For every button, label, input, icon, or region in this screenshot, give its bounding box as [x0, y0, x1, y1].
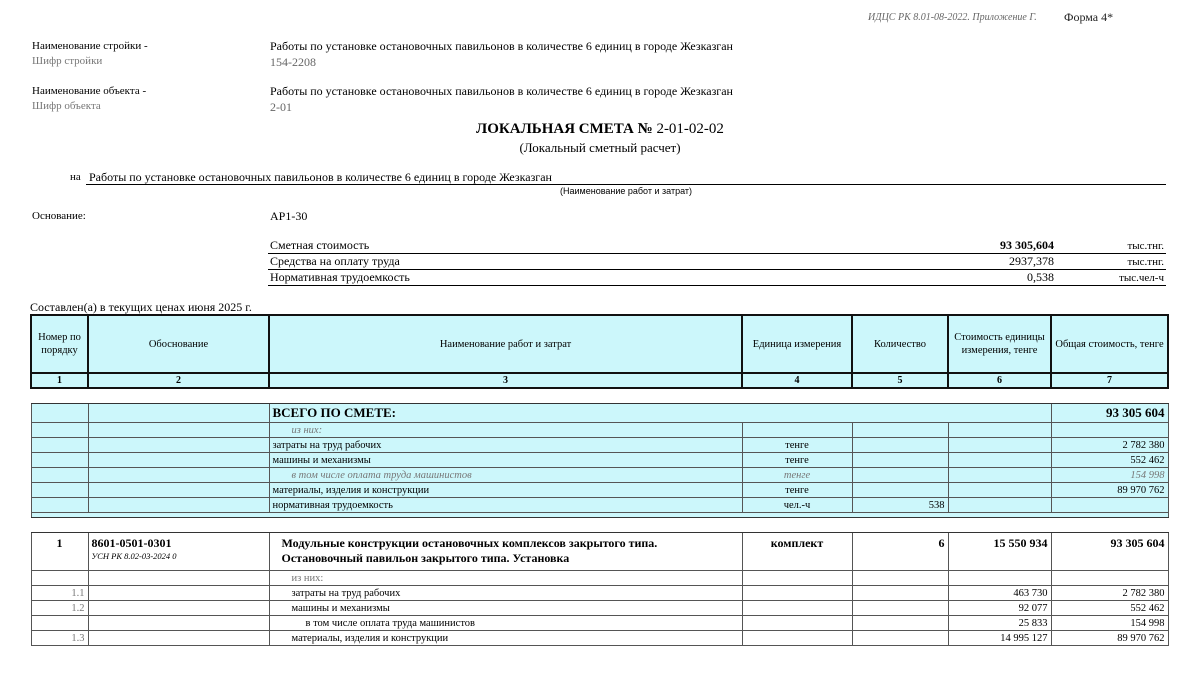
item-name-line2: Остановочный павильон закрытого типа. Установка: [281, 551, 570, 565]
shifr-object-label: Шифр объекта: [32, 100, 101, 112]
item-qty: 6: [852, 533, 948, 571]
breakdown-row: [31, 586, 1168, 601]
summary-total: 552 462: [1051, 453, 1168, 468]
breakdown-row: [31, 601, 1168, 616]
table-cell: [742, 601, 852, 616]
table-cell: [742, 616, 852, 631]
col-header-total: Общая стоимость, тенге: [1051, 315, 1168, 373]
breakdown-row: [31, 616, 1168, 631]
cost-unit: тыс.тнг.: [1056, 238, 1166, 254]
cost-value: 2937,378: [892, 254, 1056, 270]
summary-name: материалы, изделия и конструкции: [269, 483, 742, 498]
breakdown-total: 89 970 762: [1051, 631, 1168, 646]
estimate-title: [0, 121, 1200, 138]
col-number: 4: [742, 373, 852, 388]
breakdown-unit-price: 25 833: [948, 616, 1051, 631]
table-cell: [742, 586, 852, 601]
estimate-table: [30, 314, 1169, 646]
item-name-line1: Модульные конструкции остановочных комплексов закрытого типа.: [281, 536, 658, 550]
summary-qty: [852, 423, 948, 438]
table-cell: [852, 601, 948, 616]
summary-row: [31, 423, 1168, 438]
spacer-row: [31, 518, 1168, 533]
summary-total: 154 998: [1051, 468, 1168, 483]
col-number: 2: [88, 373, 269, 388]
summary-unit: [742, 423, 852, 438]
breakdown-unit-price: [948, 571, 1051, 586]
summary-row: [31, 483, 1168, 498]
breakdown-number: 1.2: [31, 601, 88, 616]
stroika-label: Наименование стройки -: [32, 40, 148, 52]
col-header-unit: Единица измерения: [742, 315, 852, 373]
table-cell: [852, 571, 948, 586]
table-cell: [88, 438, 269, 453]
total-row: [31, 404, 1168, 423]
spacer-cell: [31, 388, 1168, 404]
shifr-stroiki-value: 154-2208: [270, 55, 316, 69]
na-prefix: на: [70, 171, 81, 183]
estimate-number: 2-01-02-02: [656, 121, 724, 137]
breakdown-total: 552 462: [1051, 601, 1168, 616]
col-header-name: Наименование работ и затрат: [269, 315, 742, 373]
item-name-cell: [269, 533, 742, 571]
col-number: 1: [31, 373, 88, 388]
summary-unit: чел.-ч: [742, 498, 852, 513]
breakdown-total: 154 998: [1051, 616, 1168, 631]
cost-row: [268, 238, 1166, 254]
summary-name: нормативная трудоемкость: [269, 498, 742, 513]
item-total: 93 305 604: [1051, 533, 1168, 571]
table-cell: [742, 571, 852, 586]
col-number: 5: [852, 373, 948, 388]
breakdown-unit-price: 463 730: [948, 586, 1051, 601]
table-cell: [852, 616, 948, 631]
table-cell: [31, 453, 88, 468]
summary-row: [31, 498, 1168, 513]
table-cell: [88, 423, 269, 438]
table-cell: [31, 423, 88, 438]
cost-unit: тыс.тнг.: [1056, 254, 1166, 270]
breakdown-name: из них:: [269, 571, 742, 586]
table-header-row: [31, 315, 1168, 373]
table-cell: [88, 586, 269, 601]
item-unit: комплект: [742, 533, 852, 571]
table-cell: [31, 483, 88, 498]
item-number: 1: [31, 533, 88, 571]
summary-name: в том числе оплата труда машинистов: [269, 468, 742, 483]
breakdown-total: [1051, 571, 1168, 586]
shifr-stroiki-label: Шифр стройки: [32, 55, 103, 67]
breakdown-row: [31, 571, 1168, 586]
spacer-row: [31, 388, 1168, 404]
breakdown-unit-price: 14 995 127: [948, 631, 1051, 646]
cost-row: [268, 254, 1166, 270]
total-label: ВСЕГО ПО СМЕТЕ:: [269, 404, 1051, 423]
summary-qty: 538: [852, 498, 948, 513]
na-value: Работы по установке остановочных павильонов в количестве 6 единиц в городе Жезказган: [89, 170, 552, 184]
col-header-unit-price: Стоимость единицы измерения, тенге: [948, 315, 1051, 373]
cost-summary: [268, 238, 1166, 286]
cost-unit: тыс.чел-ч: [1056, 270, 1166, 286]
breakdown-unit-price: 92 077: [948, 601, 1051, 616]
col-number: 7: [1051, 373, 1168, 388]
breakdown-number: 1.3: [31, 631, 88, 646]
estimate-title-text: ЛОКАЛЬНАЯ СМЕТА №: [476, 121, 653, 137]
estimate-subtitle: (Локальный сметный расчет): [519, 140, 681, 155]
item-code-sub: УСН РК 8.02-03-2024 0: [91, 551, 177, 561]
table-cell: [88, 468, 269, 483]
summary-unit: тенге: [742, 468, 852, 483]
summary-total: 89 970 762: [1051, 483, 1168, 498]
summary-row: [31, 468, 1168, 483]
stroika-value: Работы по установке остановочных павильонов в количестве 6 единиц в городе Жезказган: [270, 39, 733, 53]
sostavlen-text: Составлен(а) в текущих ценах июня 2025 г.: [30, 300, 252, 314]
table-cell: [948, 468, 1051, 483]
table-cell: [88, 483, 269, 498]
na-underline: [86, 184, 1166, 185]
form-number: Форма 4*: [1064, 10, 1114, 24]
table-cell: [88, 498, 269, 513]
cost-label: Нормативная трудоемкость: [268, 270, 892, 286]
object-label: Наименование объекта -: [32, 85, 147, 97]
breakdown-name: материалы, изделия и конструкции: [269, 631, 742, 646]
table-cell: [948, 423, 1051, 438]
cost-row: [268, 270, 1166, 286]
summary-name: машины и механизмы: [269, 453, 742, 468]
summary-row: [31, 438, 1168, 453]
summary-unit: тенге: [742, 453, 852, 468]
breakdown-name: машины и механизмы: [269, 601, 742, 616]
table-cell: [948, 453, 1051, 468]
total-value: 93 305 604: [1051, 404, 1168, 423]
summary-qty: [852, 483, 948, 498]
table-cell: [88, 404, 269, 423]
col-header-quantity: Количество: [852, 315, 948, 373]
table-cell: [742, 631, 852, 646]
document-reference: ИДЦС РК 8.01-08-2022. Приложение Г.: [868, 12, 1037, 23]
breakdown-name: в том числе оплата труда машинистов: [269, 616, 742, 631]
table-cell: [88, 631, 269, 646]
item-row: [31, 533, 1168, 571]
na-caption: (Наименование работ и затрат): [560, 186, 692, 196]
table-cell: [31, 498, 88, 513]
osnovanie-label: Основание:: [32, 210, 86, 222]
col-number: 3: [269, 373, 742, 388]
breakdown-number: [31, 571, 88, 586]
summary-qty: [852, 438, 948, 453]
table-cell: [948, 498, 1051, 513]
item-code: 8601-0501-0301: [91, 536, 172, 550]
cost-value: 0,538: [892, 270, 1056, 286]
summary-name: из них:: [269, 423, 742, 438]
table-cell: [852, 586, 948, 601]
table-cell: [31, 438, 88, 453]
table-cell: [88, 571, 269, 586]
summary-row: [31, 453, 1168, 468]
column-number-row: [31, 373, 1168, 388]
object-value: Работы по установке остановочных павильонов в количестве 6 единиц в городе Жезказган: [270, 84, 733, 98]
summary-qty: [852, 453, 948, 468]
summary-unit: тенге: [742, 483, 852, 498]
table-cell: [88, 453, 269, 468]
item-unit-price: 15 550 934: [948, 533, 1051, 571]
table-cell: [88, 616, 269, 631]
breakdown-row: [31, 631, 1168, 646]
osnovanie-value: АР1-30: [270, 209, 308, 223]
spacer-cell: [31, 518, 1168, 533]
summary-unit: тенге: [742, 438, 852, 453]
breakdown-name: затраты на труд рабочих: [269, 586, 742, 601]
col-header-basis: Обоснование: [88, 315, 269, 373]
cost-label: Средства на оплату труда: [268, 254, 892, 270]
cost-value: 93 305,604: [892, 238, 1056, 254]
table-cell: [948, 483, 1051, 498]
summary-qty: [852, 468, 948, 483]
table-cell: [852, 631, 948, 646]
summary-total: [1051, 423, 1168, 438]
summary-total: 2 782 380: [1051, 438, 1168, 453]
summary-name: затраты на труд рабочих: [269, 438, 742, 453]
table-cell: [31, 404, 88, 423]
breakdown-total: 2 782 380: [1051, 586, 1168, 601]
col-number: 6: [948, 373, 1051, 388]
col-header-number: Номер по порядку: [31, 315, 88, 373]
shifr-object-value: 2-01: [270, 100, 292, 114]
table-cell: [948, 438, 1051, 453]
summary-total: [1051, 498, 1168, 513]
item-code-cell: [88, 533, 269, 571]
breakdown-number: [31, 616, 88, 631]
table-cell: [88, 601, 269, 616]
cost-label: Сметная стоимость: [268, 238, 892, 254]
breakdown-number: 1.1: [31, 586, 88, 601]
table-cell: [31, 468, 88, 483]
